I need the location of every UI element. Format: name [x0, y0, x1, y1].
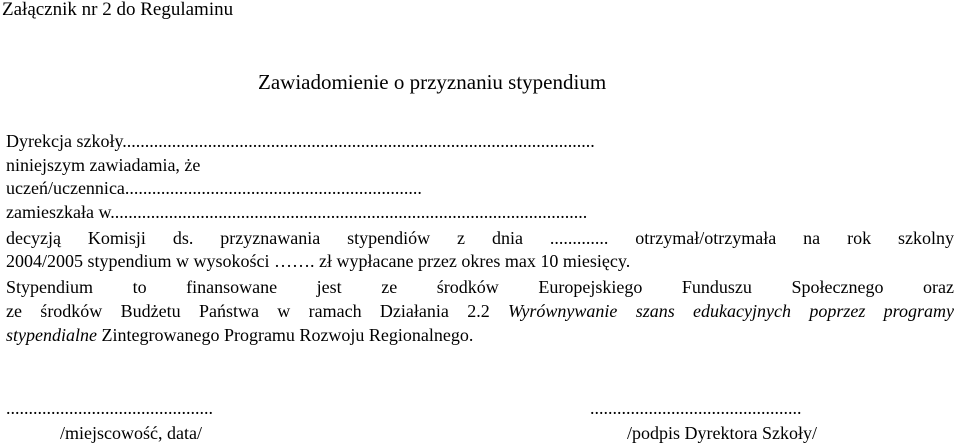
- program-line-text: ze środków Budżetu Państwa w ramach Działania 2.2: [6, 301, 509, 321]
- place-date-label: /miejscowość, data/: [60, 423, 202, 443]
- decision-line: decyzją Komisji ds. przyznawania stypendiów z dnia ............. otrzymał/otrzymała na rok szkolny: [6, 228, 954, 248]
- director-signature-dots: ...............................................: [590, 398, 802, 418]
- program-name-italic: stypendialne: [6, 325, 97, 345]
- director-signature-label: /podpis Dyrektora Szkoły/: [627, 423, 817, 443]
- program-line-italic: Wyrównywanie szans edukacyjnych poprzez programy: [508, 301, 954, 321]
- notify-line: niniejszym zawiadamia, że: [6, 155, 201, 175]
- amount-line: 2004/2005 stypendium w wysokości ……. zł wypłacane przez okres max 10 miesięcy.: [6, 251, 631, 271]
- funding-line: Stypendium to finansowane jest ze środków Europejskiego Funduszu Społecznego oraz: [6, 277, 954, 297]
- address-line: zamieszkała w..........................................................................................................: [6, 202, 588, 222]
- student-line: uczeń/uczennica..................................................................: [6, 178, 422, 198]
- place-date-dots: ..............................................: [6, 398, 213, 418]
- school-line: Dyrekcja szkoły.........................................................................................................: [6, 131, 595, 151]
- program-line: [6, 301, 954, 322]
- document-title: Zawiadomienie o przyznaniu stypendium: [258, 70, 607, 94]
- annex-label: Załącznik nr 2 do Regulaminu: [2, 0, 234, 20]
- program-name-line: [6, 325, 473, 346]
- program-name-text: Zintegrowanego Programu Rozwoju Regionalnego.: [96, 325, 474, 345]
